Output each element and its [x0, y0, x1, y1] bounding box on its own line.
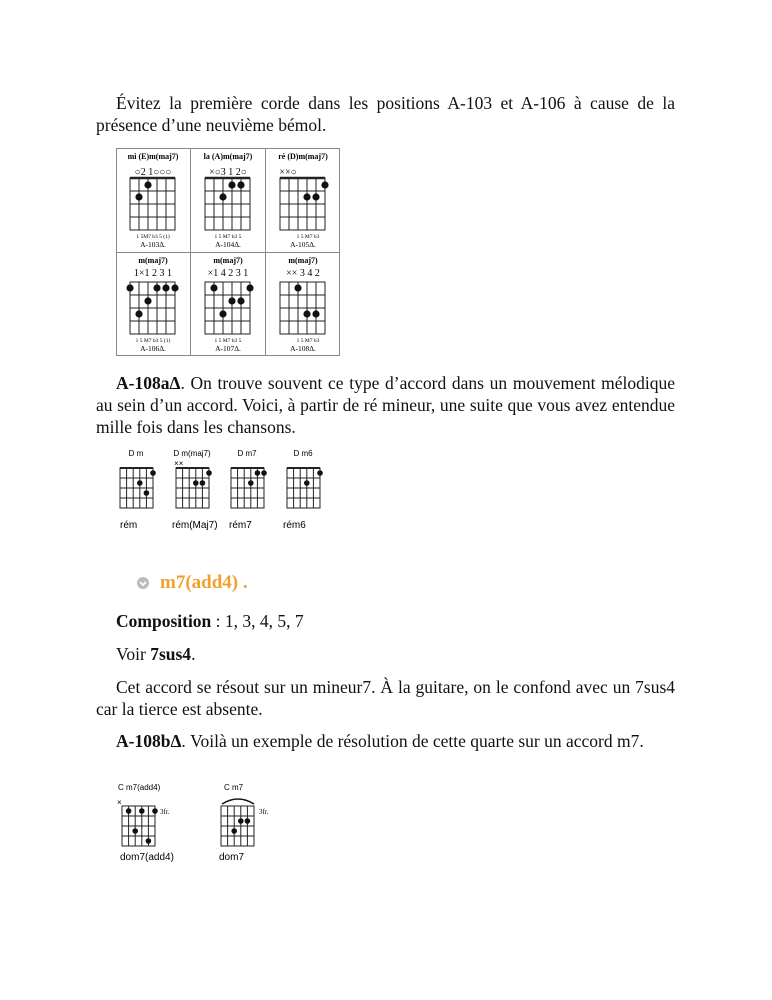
- composition-value: : 1, 3, 4, 5, 7: [211, 611, 304, 631]
- finger-dot: [321, 181, 328, 188]
- paragraph-resolution: [96, 676, 675, 720]
- finger-dot: [126, 808, 132, 814]
- chord-title: m(maj7): [138, 256, 168, 265]
- finger-dot: [126, 284, 133, 291]
- chord-title: la (A)m(maj7): [203, 152, 253, 161]
- finger-dot: [255, 470, 261, 476]
- chord-degrees: 1 5 M7 b3: [296, 234, 320, 240]
- mute-marks: ××: [174, 459, 184, 468]
- voir-prefix: Voir: [116, 644, 151, 664]
- barre-arc: [222, 799, 254, 804]
- finger-dot: [237, 297, 244, 304]
- fret-label: 3fr.: [259, 808, 269, 816]
- paragraph-a108a-text: . On trouve souvent ce type d’accord dans un mouvement mélodique au sein d’un accord. Voici, à partir de ré mineur, une suite que vous avez entendue mille fois dans les chansons.: [96, 373, 675, 437]
- finger-dot: [144, 181, 151, 188]
- finger-dot: [246, 284, 253, 291]
- chord-label: rém7: [229, 520, 252, 531]
- finger-dot: [228, 297, 235, 304]
- finger-dot: [193, 480, 199, 486]
- finger-dot: [219, 310, 226, 317]
- chord-label: rém(Maj7): [172, 520, 218, 531]
- chord-label: dom7(add4): [120, 852, 174, 863]
- finger-dot: [248, 480, 254, 486]
- chord-caption: A-105Δ.: [290, 240, 316, 249]
- finger-dot: [261, 470, 267, 476]
- finger-dot: [228, 181, 235, 188]
- finger-dot: [139, 808, 145, 814]
- voir-suffix: .: [191, 644, 196, 664]
- finger-dot: [294, 284, 301, 291]
- chord-title: ré (D)m(maj7): [278, 152, 328, 161]
- paragraph-a108b: [96, 730, 675, 752]
- finger-dot: [210, 284, 217, 291]
- finger-dot: [200, 480, 206, 486]
- resolution-diagrams: [112, 780, 292, 868]
- finger-dot: [237, 181, 244, 188]
- chord-label: dom7: [219, 852, 245, 863]
- chord-degrees: 1 5 M7 b3 5 (1): [135, 338, 171, 344]
- finger-dot: [135, 193, 142, 200]
- chord-fingers: ×× 3 4 2: [286, 268, 320, 279]
- paragraph-resolution-text: Cet accord se résout sur un mineur7. À la guitare, on le confond avec un 7sus4 car la tierce est absente.: [96, 677, 675, 719]
- finger-dot: [303, 310, 310, 317]
- chord-degrees: 1 5 M7 b3: [296, 338, 320, 344]
- chord-fingers: 1×1 2 3 1: [133, 268, 173, 279]
- chord-title: D m7: [237, 449, 257, 458]
- finger-dot: [206, 470, 212, 476]
- chord-degrees: 1 5 M7 b3 5: [214, 234, 242, 240]
- finger-dot: [231, 828, 237, 834]
- chord-table: [116, 148, 340, 356]
- paragraph-a108a: [96, 372, 675, 438]
- finger-dot: [238, 818, 244, 824]
- chord-title: mi (E)m(maj7): [127, 152, 179, 161]
- composition-line: [96, 610, 675, 632]
- finger-dot: [317, 470, 323, 476]
- finger-dot: [137, 480, 143, 486]
- voir-link-7sus4: 7sus4: [150, 644, 192, 664]
- finger-dot: [303, 193, 310, 200]
- finger-dot: [312, 193, 319, 200]
- paragraph-a108b-text: . Voilà un exemple de résolution de cette quarte sur un accord m7.: [181, 731, 644, 751]
- finger-dot: [245, 818, 251, 824]
- section-title: m7(add4) .: [160, 572, 248, 593]
- chord-caption: A-103Δ.: [140, 240, 166, 249]
- finger-dot: [150, 470, 156, 476]
- chord-fingers: ××○: [279, 167, 297, 178]
- resolution-chord-cm7: [219, 783, 269, 863]
- progression-chord-dm: [120, 449, 156, 531]
- composition-label: Composition: [116, 611, 212, 631]
- finger-dot: [146, 838, 152, 844]
- section-heading: [136, 572, 248, 594]
- chord-title: D m: [128, 449, 144, 458]
- finger-dot: [312, 310, 319, 317]
- chord-title: m(maj7): [213, 256, 243, 265]
- chevron-circle-icon: [136, 576, 150, 590]
- chord-caption: A-104Δ.: [215, 240, 241, 249]
- chord-degrees: 1 5M7 b3 5 (1): [136, 234, 170, 240]
- chord-degrees: 1 5 M7 b3 5: [214, 338, 242, 344]
- chord-title: D m(maj7): [173, 449, 211, 458]
- section-ref: A-108bΔ: [116, 731, 182, 751]
- finger-dot: [304, 480, 310, 486]
- fret-label: 3fr.: [160, 808, 170, 816]
- finger-dot: [171, 284, 178, 291]
- chord-title: C m7: [224, 783, 244, 792]
- chord-fingers: ×1 4 2 3 1: [207, 268, 249, 279]
- chord-fingers: ×○3 1 2○: [209, 167, 247, 178]
- finger-dot: [135, 310, 142, 317]
- chord-title: m(maj7): [288, 256, 318, 265]
- finger-dot: [144, 490, 150, 496]
- finger-dot: [153, 284, 160, 291]
- finger-dot: [144, 297, 151, 304]
- chord-label: rém6: [283, 520, 306, 531]
- voir-line: [96, 643, 675, 665]
- chord-title: D m6: [293, 449, 313, 458]
- finger-dot: [132, 828, 138, 834]
- paragraph-intro: [96, 92, 675, 136]
- progression-diagrams: [112, 446, 344, 534]
- chord-caption: A-107Δ.: [215, 344, 241, 353]
- chord-caption: A-108Δ.: [290, 344, 316, 353]
- finger-dot: [152, 808, 158, 814]
- progression-chord-dmmaj7: [172, 449, 218, 531]
- chord-title: C m7(add4): [118, 783, 161, 792]
- chord-caption: A-106Δ.: [140, 344, 166, 353]
- paragraph-intro-text: Évitez la première corde dans les positions A-103 et A-106 à cause de la présence d’une neuvième bémol.: [96, 93, 675, 135]
- progression-chord-dm7: [229, 449, 267, 531]
- finger-dot: [219, 193, 226, 200]
- mute-mark: ×: [117, 798, 122, 807]
- chord-label: rém: [120, 520, 138, 531]
- section-ref: A-108aΔ: [116, 373, 181, 393]
- resolution-chord-cm7add4: [117, 783, 174, 863]
- progression-chord-dm6: [283, 449, 323, 531]
- finger-dot: [162, 284, 169, 291]
- chord-fingers: ○2 1○○○: [134, 167, 172, 178]
